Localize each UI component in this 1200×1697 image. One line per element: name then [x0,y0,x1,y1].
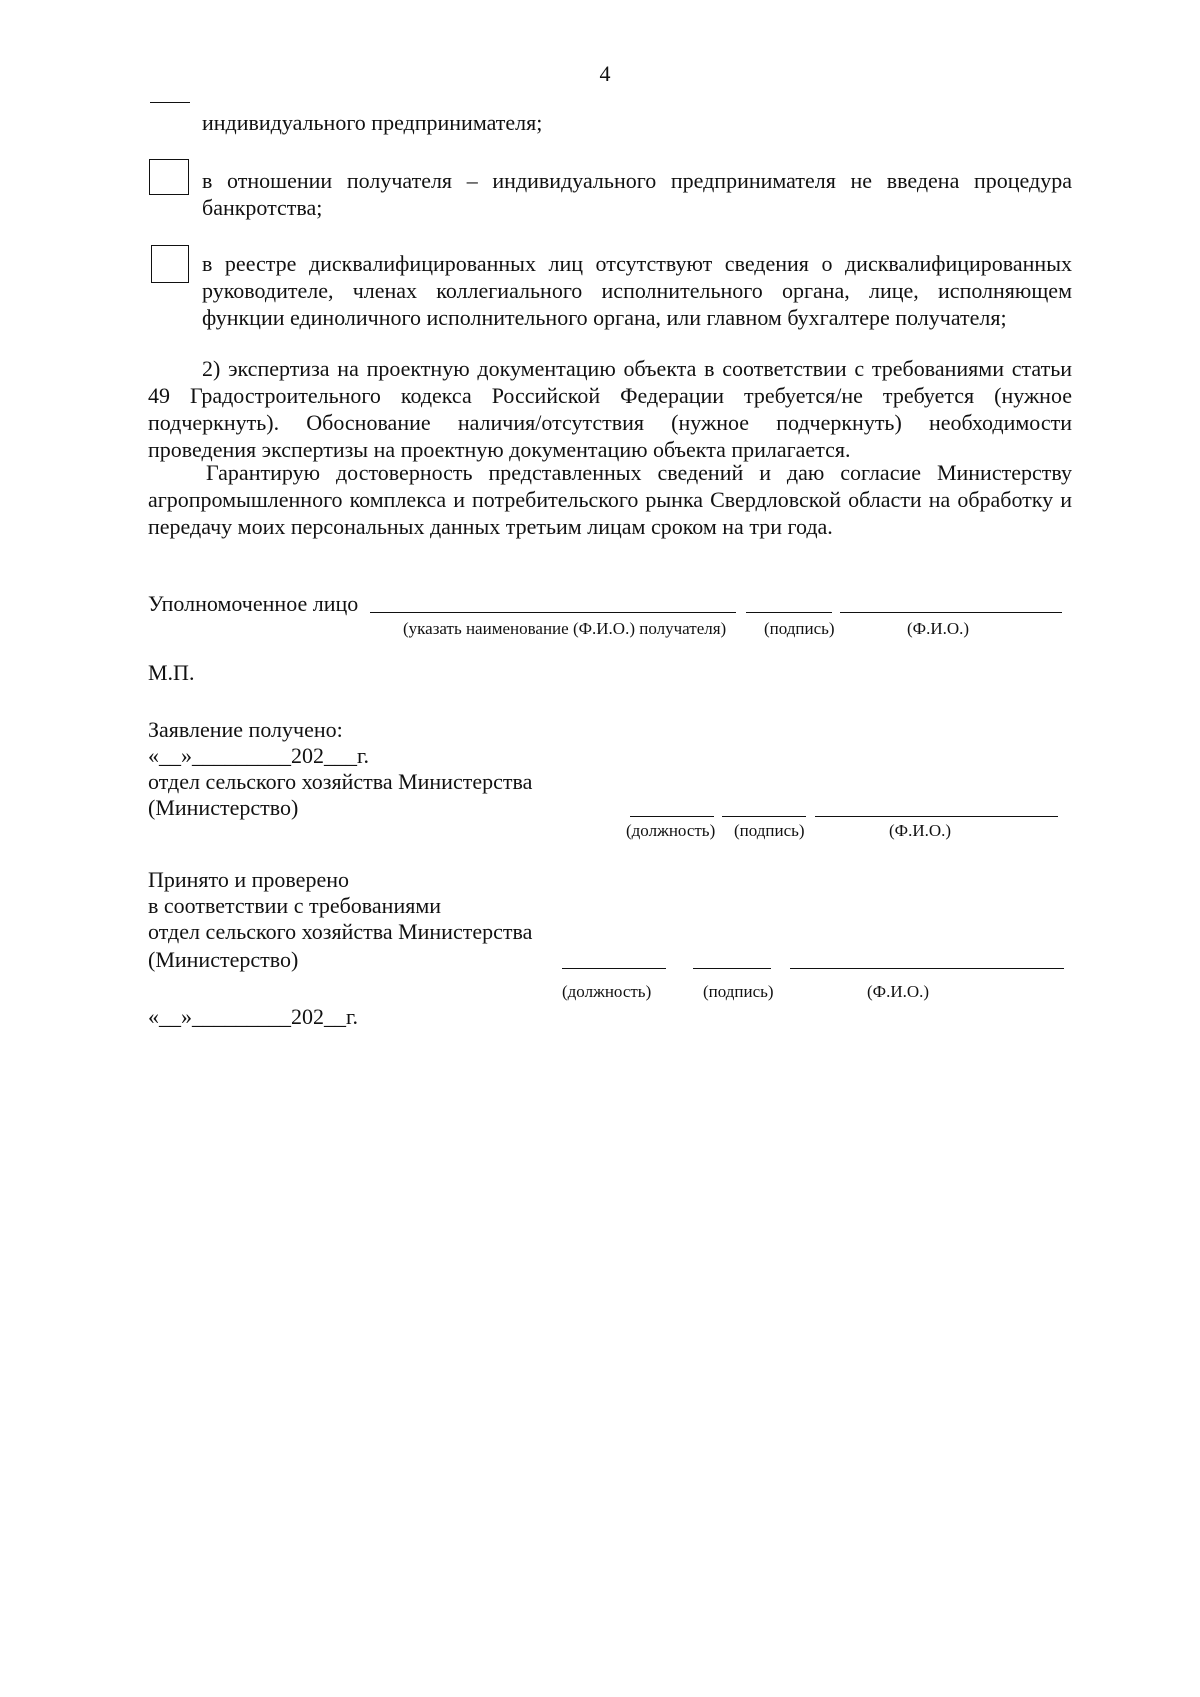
checked-fio-line[interactable] [790,968,1064,969]
checked-signature-caption: (подпись) [703,982,774,1001]
checkbox-disqualified-register[interactable] [151,245,189,283]
checked-line-2: в соответствии с требованиями [148,893,442,918]
checked-fio-caption: (Ф.И.О.) [867,982,930,1001]
checked-signature-line[interactable] [693,968,771,969]
authorized-person-label: Уполномоченное лицо [148,591,359,616]
authorized-fio-caption: (Ф.И.О.) [907,619,970,638]
received-date[interactable]: «__»_________202___г. [148,743,370,768]
checked-line-1: Принято и проверено [148,867,349,892]
received-signature-line[interactable] [722,816,806,817]
checked-ministry: (Министерство) [148,947,299,972]
received-signature-caption: (подпись) [734,821,805,840]
checkbox-edge-fragment [150,102,190,103]
received-title: Заявление получено: [148,717,343,742]
received-fio-caption: (Ф.И.О.) [889,821,952,840]
received-position-caption: (должность) [626,821,716,840]
stamp-place: М.П. [148,660,195,685]
checked-position-line[interactable] [562,968,666,969]
received-fio-line[interactable] [815,816,1058,817]
authorized-name-caption: (указать наименование (Ф.И.О.) получателя) [403,619,727,638]
authorized-name-line[interactable] [370,612,736,613]
checkbox-bankruptcy[interactable] [149,159,189,195]
received-ministry: (Министерство) [148,795,299,820]
item-bankruptcy-text: в отношении получателя – индивидуального предпринимателя не введена процедура банкротства; [202,168,1072,220]
authorized-signature-line[interactable] [746,612,832,613]
authorized-fio-line[interactable] [840,612,1062,613]
received-position-line[interactable] [630,816,714,817]
item-register-text: в реестре дисквалифицированных лиц отсутствуют сведения о дисквалифицированных руководителе, членах коллегиального исполнительного органа, лице, исполняющем функции единоличного исполнительного органа, или главном бухгалтере получателя; [202,251,1072,330]
checked-position-caption: (должность) [562,982,652,1001]
item-individual-tail: индивидуального предпринимателя; [202,110,543,135]
checked-dept: отдел сельского хозяйства Министерства [148,919,533,944]
page-number: 4 [599,61,611,86]
guarantee-paragraph: Гарантирую достоверность представленных сведений и даю согласие Министерству агропромышленного комплекса и потребительского рынка Свердловской области на обработку и передачу моих персональных данных третьим лицам сроком на три года. [148,460,1072,539]
expertise-paragraph: 2) экспертиза на проектную документацию объекта в соответствии с требованиями статьи 49 Градостроительного кодекса Российской Федерации требуется/не требуется (нужное подчеркнуть). Обоснование наличия/отсутствия (нужное подчеркнуть) необходимости проведения экспертизы на проектную документацию объекта прилагается. [148,356,1072,462]
authorized-signature-caption: (подпись) [764,619,835,638]
checked-date[interactable]: «__»_________202__г. [148,1004,359,1029]
received-dept: отдел сельского хозяйства Министерства [148,769,533,794]
